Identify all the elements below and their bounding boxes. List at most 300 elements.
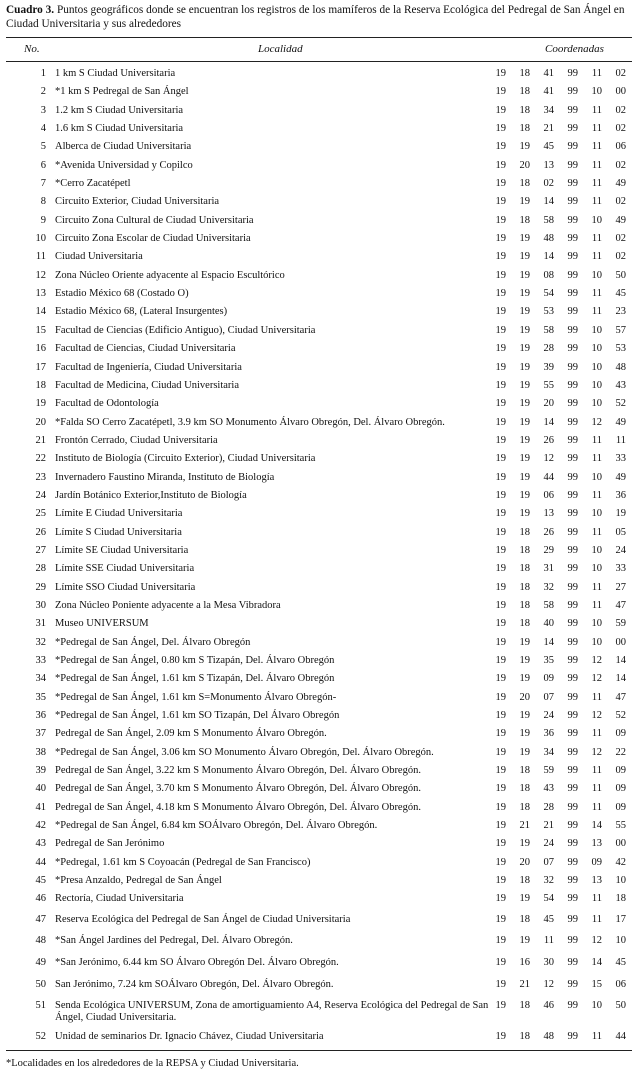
- row-coordinate: 10: [615, 935, 626, 947]
- row-coordinate: 12: [591, 710, 602, 722]
- table-row: [0, 395, 640, 413]
- row-coordinate: 19: [495, 379, 506, 391]
- row-coordinate: 12: [591, 655, 602, 666]
- row-coordinate: 50: [615, 1000, 626, 1012]
- row-coordinate: 19: [519, 471, 530, 483]
- row-locality: *Pedregal de San Ángel, 0.80 km S Tizapán, Del. Álvaro Obregón: [55, 655, 335, 666]
- table-row: [0, 83, 640, 101]
- row-coordinate: 35: [543, 655, 554, 666]
- row-number: 13: [35, 288, 46, 300]
- row-number: 15: [35, 324, 46, 336]
- row-locality: Pedregal de San Ángel, 3.70 km S Monumento Álvaro Obregón, Del. Álvaro Obregón.: [55, 783, 421, 795]
- row-coordinate: 99: [567, 875, 578, 887]
- row-coordinate: 19: [495, 636, 506, 648]
- row-coordinate: 19: [519, 361, 530, 373]
- row-coordinate: 19: [495, 361, 506, 373]
- row-coordinate: 99: [567, 361, 578, 373]
- row-locality: Pedregal de San Ángel, 3.22 km S Monumento Álvaro Obregón, Del. Álvaro Obregón.: [55, 765, 421, 777]
- row-coordinate: 31: [543, 563, 554, 575]
- table-row: [0, 450, 640, 468]
- table-row: [0, 340, 640, 358]
- row-coordinate: 18: [519, 214, 530, 226]
- row-coordinate: 02: [543, 178, 554, 190]
- row-coordinate: 99: [567, 324, 578, 336]
- row-coordinate: 18: [615, 893, 626, 905]
- row-coordinate: 19: [495, 214, 506, 226]
- row-coordinate: 28: [543, 343, 554, 355]
- row-coordinate: 32: [543, 581, 554, 593]
- table-row: [0, 175, 640, 193]
- row-coordinate: 11: [591, 453, 602, 465]
- row-number: 41: [35, 801, 46, 813]
- row-coordinate: 18: [519, 544, 530, 556]
- row-coordinate: 19: [519, 269, 530, 281]
- row-locality: *San Jerónimo, 6.44 km SO Álvaro Obregón Del. Álvaro Obregón.: [55, 957, 339, 968]
- table-row: [0, 157, 640, 175]
- table-row: [0, 230, 640, 248]
- row-coordinate: 19: [495, 746, 506, 758]
- row-coordinate: 99: [567, 783, 578, 795]
- row-coordinate: 19: [495, 251, 506, 263]
- row-number: 32: [35, 636, 46, 648]
- row-coordinate: 02: [615, 159, 626, 171]
- row-coordinate: 19: [519, 434, 530, 446]
- row-coordinate: 40: [543, 618, 554, 630]
- row-locality: Senda Ecológica UNIVERSUM, Zona de amortiguamiento A4, Reserva Ecológica del Pedregal de San Ángel, Ciudad Universitaria.: [55, 1000, 489, 1023]
- row-coordinate: 02: [615, 123, 626, 135]
- table-row: [0, 542, 640, 560]
- header-rule: [6, 61, 632, 62]
- table-row: [0, 872, 640, 890]
- row-number: 47: [35, 913, 46, 925]
- row-coordinate: 19: [519, 343, 530, 355]
- row-coordinate: 19: [495, 655, 506, 666]
- row-locality: Circuito Zona Cultural de Ciudad Universitaria: [55, 214, 254, 226]
- row-number: 50: [35, 978, 46, 990]
- row-coordinate: 19: [519, 233, 530, 245]
- row-coordinate: 99: [567, 526, 578, 538]
- row-coordinate: 41: [543, 86, 554, 98]
- table-caption: [6, 3, 636, 31]
- table-row: [0, 930, 640, 952]
- row-coordinate: 21: [543, 820, 554, 832]
- row-coordinate: 19: [495, 123, 506, 135]
- row-coordinate: 99: [567, 434, 578, 446]
- row-coordinate: 11: [591, 728, 602, 740]
- row-locality: Circuito Zona Escolar de Ciudad Universitaria: [55, 233, 251, 245]
- row-coordinate: 99: [567, 306, 578, 318]
- row-coordinate: 19: [519, 746, 530, 758]
- row-coordinate: 18: [519, 123, 530, 135]
- row-coordinate: 18: [519, 913, 530, 925]
- row-coordinate: 45: [543, 141, 554, 153]
- row-locality: Ciudad Universitaria: [55, 251, 143, 263]
- row-number: 7: [40, 178, 46, 190]
- row-locality: Pedregal de San Ángel, 2.09 km S Monumento Álvaro Obregón.: [55, 728, 327, 740]
- row-coordinate: 39: [543, 361, 554, 373]
- row-coordinate: 06: [615, 141, 626, 153]
- row-coordinate: 10: [591, 269, 602, 281]
- row-number: 26: [35, 526, 46, 538]
- row-number: 36: [35, 710, 46, 722]
- row-coordinate: 48: [543, 1031, 554, 1043]
- row-coordinate: 19: [519, 288, 530, 300]
- row-coordinate: 59: [543, 765, 554, 777]
- row-number: 8: [40, 196, 46, 208]
- row-coordinate: 99: [567, 178, 578, 190]
- table-row: [0, 267, 640, 285]
- row-locality: *Cerro Zacatépetl: [55, 178, 131, 190]
- table-row: [0, 799, 640, 817]
- row-coordinate: 18: [519, 86, 530, 98]
- row-locality: Límite SE Ciudad Universitaria: [55, 544, 189, 556]
- row-coordinate: 19: [519, 728, 530, 740]
- row-coordinate: 11: [591, 691, 602, 703]
- table-row: [0, 469, 640, 487]
- row-coordinate: 07: [543, 691, 554, 703]
- row-coordinate: 28: [543, 801, 554, 813]
- row-locality: *Pedregal de San Ángel, 3.06 km SO Monumento Álvaro Obregón, Del. Álvaro Obregón.: [55, 746, 434, 758]
- row-coordinate: 19: [495, 618, 506, 630]
- row-coordinate: 45: [543, 913, 554, 925]
- row-locality: *Pedregal de San Ángel, 1.61 km S Tizapán, Del. Álvaro Obregón: [55, 673, 335, 685]
- row-locality: Alberca de Ciudad Universitaria: [55, 141, 192, 153]
- row-coordinate: 00: [615, 86, 626, 98]
- table-row: [0, 138, 640, 156]
- row-coordinate: 99: [567, 599, 578, 611]
- row-coordinate: 34: [543, 746, 554, 758]
- row-number: 9: [40, 214, 46, 226]
- row-coordinate: 13: [543, 159, 554, 171]
- caption-text: Puntos geográficos donde se encuentran los registros de los mamíferos de la Reserva Ecológica del Pedregal de San Ángel en Ciudad Universitaria y sus alrededores: [6, 4, 625, 30]
- row-coordinate: 19: [615, 508, 626, 520]
- row-coordinate: 11: [591, 1031, 602, 1043]
- row-coordinate: 11: [591, 783, 602, 795]
- row-coordinate: 19: [519, 416, 530, 428]
- row-coordinate: 19: [495, 935, 506, 947]
- row-coordinate: 09: [615, 728, 626, 740]
- row-coordinate: 19: [519, 893, 530, 905]
- row-locality: Límite S Ciudad Universitaria: [55, 526, 182, 538]
- row-coordinate: 32: [543, 875, 554, 887]
- row-coordinate: 26: [543, 434, 554, 446]
- row-number: 44: [35, 856, 46, 868]
- row-coordinate: 19: [495, 288, 506, 300]
- caption-label: Cuadro 3.: [6, 4, 55, 16]
- row-coordinate: 19: [495, 196, 506, 208]
- row-coordinate: 11: [591, 893, 602, 905]
- row-coordinate: 10: [591, 324, 602, 336]
- row-coordinate: 19: [495, 526, 506, 538]
- row-coordinate: 55: [543, 379, 554, 391]
- row-coordinate: 19: [495, 86, 506, 98]
- row-coordinate: 19: [495, 343, 506, 355]
- row-coordinate: 19: [519, 838, 530, 850]
- row-coordinate: 99: [567, 765, 578, 777]
- row-coordinate: 19: [495, 471, 506, 483]
- row-coordinate: 19: [519, 306, 530, 318]
- table-row: [0, 248, 640, 266]
- row-coordinate: 99: [567, 636, 578, 648]
- table-row: [0, 524, 640, 542]
- row-coordinate: 14: [543, 636, 554, 648]
- row-coordinate: 44: [615, 1031, 626, 1043]
- row-coordinate: 99: [567, 123, 578, 135]
- row-coordinate: 99: [567, 398, 578, 410]
- row-coordinate: 20: [519, 159, 530, 171]
- row-coordinate: 99: [567, 251, 578, 263]
- row-number: 40: [35, 783, 46, 795]
- row-coordinate: 18: [519, 563, 530, 575]
- row-coordinate: 10: [591, 636, 602, 648]
- row-coordinate: 10: [615, 875, 626, 887]
- row-coordinate: 12: [591, 935, 602, 947]
- row-coordinate: 49: [615, 471, 626, 483]
- row-coordinate: 00: [615, 636, 626, 648]
- row-coordinate: 21: [543, 123, 554, 135]
- row-coordinate: 19: [495, 141, 506, 153]
- row-coordinate: 99: [567, 269, 578, 281]
- row-number: 1: [40, 68, 46, 79]
- row-coordinate: 11: [591, 434, 602, 446]
- row-coordinate: 47: [615, 691, 626, 703]
- table-row: [0, 432, 640, 450]
- row-coordinate: 36: [543, 728, 554, 740]
- row-coordinate: 19: [519, 710, 530, 722]
- row-coordinate: 00: [615, 838, 626, 850]
- row-coordinate: 99: [567, 159, 578, 171]
- row-number: 14: [35, 306, 46, 318]
- row-coordinate: 12: [591, 673, 602, 685]
- row-coordinate: 10: [591, 361, 602, 373]
- row-locality: Invernadero Faustino Miranda, Instituto de Biología: [55, 471, 275, 483]
- row-locality: Zona Núcleo Oriente adyacente al Espacio Escultórico: [55, 269, 285, 281]
- row-coordinate: 19: [495, 544, 506, 556]
- row-coordinate: 33: [615, 453, 626, 465]
- row-locality: 1 km S Ciudad Universitaria: [55, 68, 176, 79]
- row-number: 35: [35, 691, 46, 703]
- row-coordinate: 21: [519, 820, 530, 832]
- table-row: [0, 670, 640, 688]
- row-coordinate: 45: [615, 288, 626, 300]
- row-coordinate: 09: [615, 765, 626, 777]
- row-coordinate: 11: [591, 123, 602, 135]
- row-coordinate: 18: [519, 783, 530, 795]
- table-row: [0, 487, 640, 505]
- table-row: [0, 854, 640, 872]
- row-coordinate: 43: [543, 783, 554, 795]
- row-coordinate: 19: [519, 636, 530, 648]
- row-number: 43: [35, 838, 46, 850]
- row-coordinate: 02: [615, 104, 626, 116]
- table-row: [0, 359, 640, 377]
- row-coordinate: 99: [567, 746, 578, 758]
- row-coordinate: 18: [519, 178, 530, 190]
- row-number: 30: [35, 599, 46, 611]
- row-locality: Estadio México 68 (Costado O): [55, 288, 189, 300]
- row-coordinate: 07: [543, 856, 554, 868]
- top-rule: [6, 37, 632, 38]
- row-coordinate: 19: [495, 673, 506, 685]
- row-coordinate: 99: [567, 838, 578, 850]
- row-coordinate: 48: [615, 361, 626, 373]
- row-coordinate: 19: [495, 563, 506, 575]
- row-coordinate: 99: [567, 141, 578, 153]
- row-coordinate: 11: [591, 68, 602, 79]
- row-coordinate: 19: [495, 765, 506, 777]
- table-row: [0, 377, 640, 395]
- table-row: [0, 597, 640, 615]
- row-locality: Límite SSE Ciudad Universitaria: [55, 563, 195, 575]
- row-locality: Frontón Cerrado, Ciudad Universitaria: [55, 434, 218, 446]
- row-coordinate: 19: [519, 251, 530, 263]
- table-row: [0, 322, 640, 340]
- row-coordinate: 18: [519, 1031, 530, 1043]
- row-coordinate: 19: [519, 379, 530, 391]
- row-coordinate: 50: [615, 269, 626, 281]
- header-no: No.: [24, 43, 40, 55]
- row-number: 19: [35, 398, 46, 410]
- row-number: 37: [35, 728, 46, 740]
- row-coordinate: 99: [567, 728, 578, 740]
- row-number: 38: [35, 746, 46, 758]
- table-row: [0, 560, 640, 578]
- row-coordinate: 43: [615, 379, 626, 391]
- row-coordinate: 19: [519, 453, 530, 465]
- row-coordinate: 99: [567, 544, 578, 556]
- row-coordinate: 11: [615, 434, 626, 446]
- row-coordinate: 15: [591, 978, 602, 990]
- row-coordinate: 99: [567, 801, 578, 813]
- row-coordinate: 99: [567, 710, 578, 722]
- row-coordinate: 99: [567, 913, 578, 925]
- row-locality: Zona Núcleo Poniente adyacente a la Mesa Vibradora: [55, 599, 281, 611]
- row-coordinate: 19: [495, 233, 506, 245]
- row-coordinate: 53: [543, 306, 554, 318]
- table-row: [0, 303, 640, 321]
- row-coordinate: 09: [615, 801, 626, 813]
- row-coordinate: 19: [519, 655, 530, 666]
- row-coordinate: 48: [543, 233, 554, 245]
- row-coordinate: 10: [591, 508, 602, 520]
- row-coordinate: 13: [591, 838, 602, 850]
- row-locality: Circuito Exterior, Ciudad Universitaria: [55, 196, 220, 208]
- row-locality: Facultad de Ingeniería, Ciudad Universitaria: [55, 361, 242, 373]
- row-coordinate: 23: [615, 306, 626, 318]
- row-coordinate: 02: [615, 196, 626, 208]
- row-coordinate: 99: [567, 856, 578, 868]
- row-coordinate: 11: [591, 913, 602, 925]
- row-coordinate: 13: [543, 508, 554, 520]
- row-coordinate: 52: [615, 710, 626, 722]
- row-coordinate: 99: [567, 673, 578, 685]
- row-number: 21: [35, 434, 46, 446]
- row-coordinate: 11: [543, 935, 554, 947]
- table-row: [0, 212, 640, 230]
- row-coordinate: 19: [495, 893, 506, 905]
- row-coordinate: 99: [567, 1000, 578, 1012]
- row-coordinate: 12: [543, 978, 554, 990]
- row-coordinate: 13: [591, 875, 602, 887]
- row-coordinate: 14: [543, 196, 554, 208]
- header-locality: Localidad: [258, 43, 303, 55]
- row-number: 16: [35, 343, 46, 355]
- table-row: [0, 634, 640, 652]
- row-number: 3: [40, 104, 46, 116]
- row-locality: San Jerónimo, 7.24 km SOÁlvaro Obregón, Del. Álvaro Obregón.: [55, 978, 334, 990]
- table-row: [0, 102, 640, 120]
- row-coordinate: 19: [495, 1000, 506, 1012]
- footnote: *Localidades en los alrededores de la REPSA y Ciudad Universitaria.: [6, 1058, 299, 1069]
- row-coordinate: 19: [495, 434, 506, 446]
- row-locality: Límite E Ciudad Universitaria: [55, 508, 183, 520]
- row-coordinate: 54: [543, 288, 554, 300]
- row-coordinate: 14: [591, 957, 602, 968]
- row-coordinate: 11: [591, 178, 602, 190]
- row-coordinate: 19: [495, 820, 506, 832]
- row-coordinate: 11: [591, 489, 602, 501]
- row-coordinate: 14: [543, 251, 554, 263]
- row-number: 20: [35, 416, 46, 428]
- row-coordinate: 18: [519, 68, 530, 79]
- row-coordinate: 58: [543, 599, 554, 611]
- row-number: 52: [35, 1031, 46, 1043]
- row-coordinate: 02: [615, 68, 626, 79]
- row-number: 4: [40, 123, 46, 135]
- row-coordinate: 19: [495, 728, 506, 740]
- row-coordinate: 52: [615, 398, 626, 410]
- row-coordinate: 12: [591, 416, 602, 428]
- row-coordinate: 11: [591, 765, 602, 777]
- row-coordinate: 14: [591, 820, 602, 832]
- row-coordinate: 19: [495, 978, 506, 990]
- row-coordinate: 19: [519, 324, 530, 336]
- row-coordinate: 99: [567, 471, 578, 483]
- header-coords: Coordenadas: [545, 43, 604, 55]
- row-coordinate: 09: [591, 856, 602, 868]
- row-coordinate: 22: [615, 746, 626, 758]
- row-coordinate: 19: [495, 710, 506, 722]
- row-coordinate: 14: [615, 673, 626, 685]
- row-coordinate: 10: [591, 1000, 602, 1012]
- table-row: [0, 285, 640, 303]
- row-coordinate: 99: [567, 453, 578, 465]
- table-row: [0, 120, 640, 138]
- table-row: [0, 505, 640, 523]
- row-coordinate: 36: [615, 489, 626, 501]
- row-coordinate: 12: [591, 746, 602, 758]
- table-row: [0, 65, 640, 83]
- row-coordinate: 19: [495, 489, 506, 501]
- row-coordinate: 99: [567, 104, 578, 116]
- row-coordinate: 19: [519, 196, 530, 208]
- row-coordinate: 33: [615, 563, 626, 575]
- row-coordinate: 54: [543, 893, 554, 905]
- row-coordinate: 19: [495, 783, 506, 795]
- row-coordinate: 21: [519, 978, 530, 990]
- table-body: [0, 65, 640, 1048]
- row-coordinate: 99: [567, 379, 578, 391]
- row-coordinate: 24: [615, 544, 626, 556]
- table-row: [0, 974, 640, 996]
- row-locality: Pedregal de San Ángel, 4.18 km S Monumento Álvaro Obregón, Del. Álvaro Obregón.: [55, 801, 421, 813]
- row-coordinate: 26: [543, 526, 554, 538]
- row-coordinate: 19: [519, 398, 530, 410]
- row-coordinate: 19: [495, 1031, 506, 1043]
- row-locality: *Avenida Universidad y Copilco: [55, 159, 193, 171]
- row-coordinate: 19: [495, 159, 506, 171]
- table-row: [0, 579, 640, 597]
